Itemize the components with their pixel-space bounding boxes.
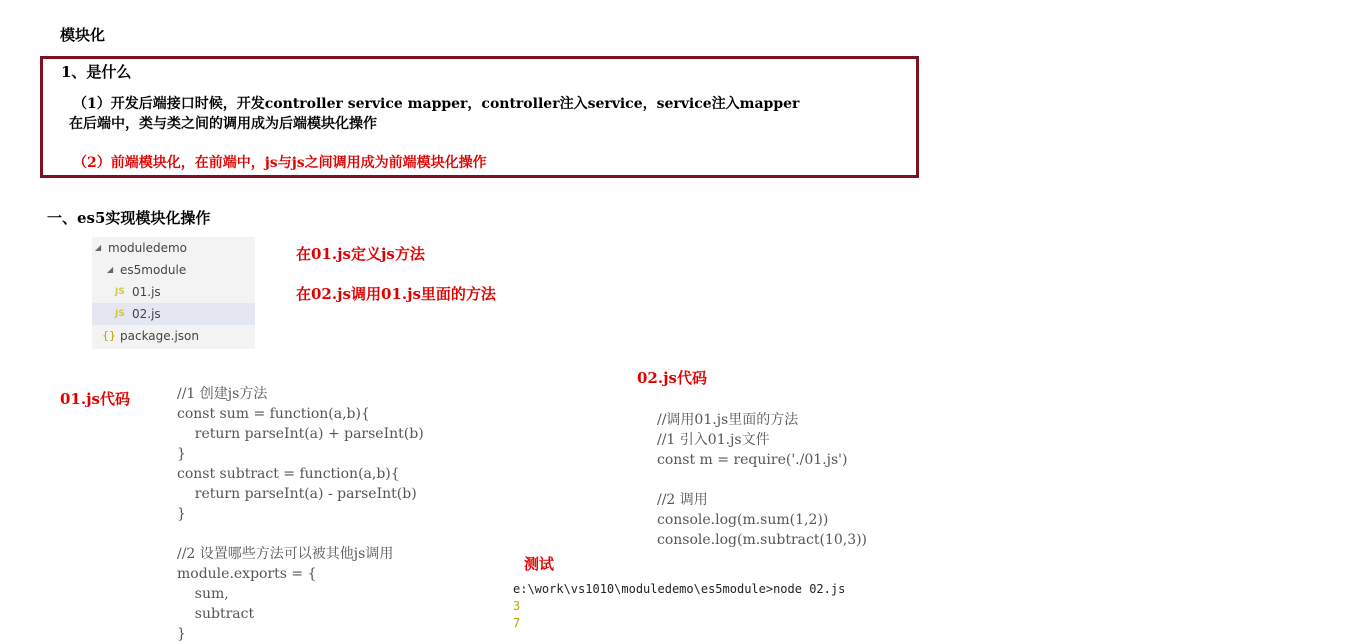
test-label: 测试 <box>524 555 555 573</box>
tree-item-package-json[interactable] <box>92 325 255 347</box>
code-line: const sum = function(a,b){ <box>177 406 370 422</box>
code-line: module.exports = { <box>177 566 317 582</box>
tree-item-label: 01.js <box>132 285 161 299</box>
note-call: 在02.js调用01.js里面的方法 <box>296 285 496 303</box>
code-line: } <box>177 446 186 462</box>
code-line: //2 设置哪些方法可以被其他js调用 <box>177 546 394 562</box>
tree-item-01js[interactable] <box>92 281 255 303</box>
code-line: } <box>177 506 186 522</box>
code02-block <box>657 410 867 550</box>
code-line: const subtract = function(a,b){ <box>177 466 400 482</box>
tree-item-label: moduledemo <box>108 241 188 255</box>
code-line: return parseInt(a) + parseInt(b) <box>177 426 424 442</box>
code-line: return parseInt(a) - parseInt(b) <box>177 486 417 502</box>
console-output-line: 3 <box>513 599 521 613</box>
frontend-point: （2）前端模块化，在前端中，js与js之间调用成为前端模块化操作 <box>73 155 487 171</box>
backend-point-line1: （1）开发后端接口时候，开发controller service mapper，controller注入service，service注入mapper <box>73 96 800 112</box>
code02-label: 02.js代码 <box>637 369 707 387</box>
note-define: 在01.js定义js方法 <box>296 245 425 263</box>
expand-triangle-icon: ◢ <box>95 243 102 252</box>
js-file-icon: JS <box>115 309 125 319</box>
code-line: const m = require('./01.js') <box>657 452 848 468</box>
console-command: e:\work\vs1010\moduledemo\es5module>node 02.js <box>513 582 846 596</box>
tree-item-moduledemo[interactable] <box>92 237 255 259</box>
console-output <box>513 581 845 632</box>
expand-triangle-icon: ◢ <box>107 265 114 274</box>
tree-item-label: 02.js <box>132 307 161 321</box>
tree-item-es5module[interactable] <box>92 259 255 281</box>
json-braces-icon: {} <box>102 329 116 342</box>
code-line: //1 创建js方法 <box>177 386 268 402</box>
code-line <box>177 524 424 544</box>
code-line: sum, <box>177 586 229 602</box>
what-heading: 1、是什么 <box>61 63 132 81</box>
console-output-line: 7 <box>513 616 521 630</box>
js-file-icon: JS <box>115 287 125 297</box>
page-title: 模块化 <box>60 26 106 44</box>
code01-label: 01.js代码 <box>60 390 130 408</box>
file-tree <box>92 237 255 349</box>
code-line <box>657 470 867 490</box>
code-line: console.log(m.subtract(10,3)) <box>657 532 868 548</box>
tree-item-02js[interactable] <box>92 303 255 325</box>
code-line: subtract <box>177 606 255 622</box>
code-line: //调用01.js里面的方法 <box>657 412 799 428</box>
code-line: } <box>177 626 186 642</box>
tree-item-label: package.json <box>120 329 200 343</box>
code01-block <box>177 384 424 644</box>
code-line: console.log(m.sum(1,2)) <box>657 512 829 528</box>
backend-point-line2: 在后端中，类与类之间的调用成为后端模块化操作 <box>69 116 377 132</box>
code-line: //2 调用 <box>657 492 708 508</box>
tree-item-label: es5module <box>120 263 187 277</box>
code-line: //1 引入01.js文件 <box>657 432 770 448</box>
section-heading: 一、es5实现模块化操作 <box>47 209 211 227</box>
